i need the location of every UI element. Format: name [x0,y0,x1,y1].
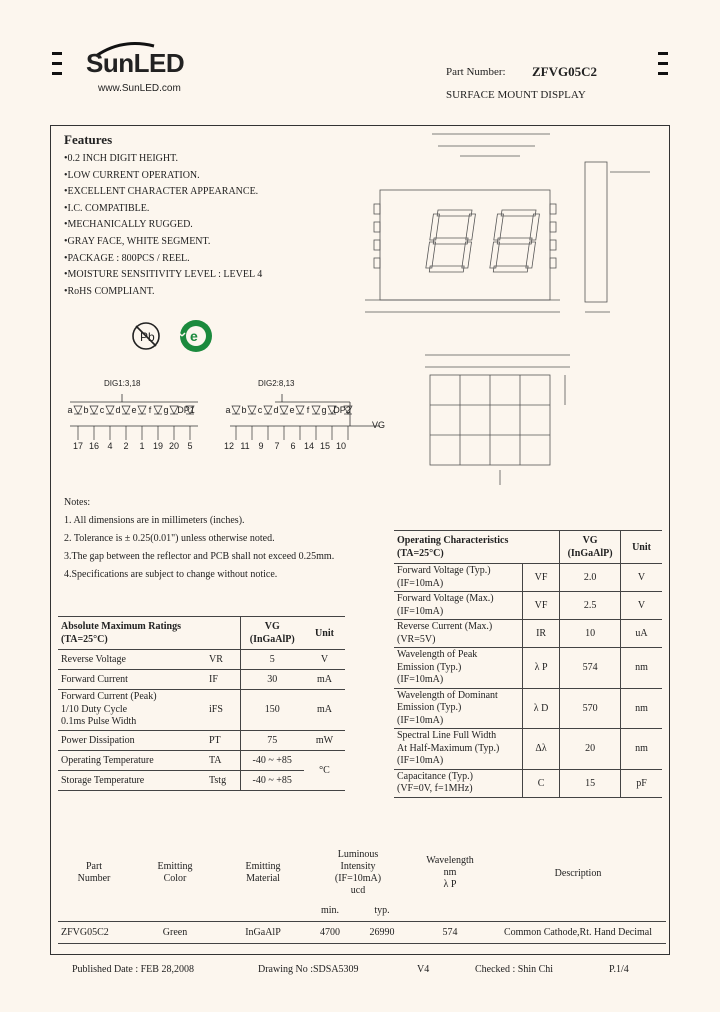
col-part-number: Part Number [77,860,111,884]
col-wavelength: Wavelength nm λ P [426,855,474,890]
features-list [64,151,262,300]
feature-item: •I.C. COMPATIBLE. [64,202,150,214]
feature-item: •MECHANICALLY RUGGED. [64,219,193,231]
page-subtitle: SURFACE MOUNT DISPLAY [446,89,586,101]
table-row: Storage Temperature Tstg -40 ~ +85 [58,770,345,790]
op-char-col-unit: Unit [621,531,662,564]
op-char-condition: (TA=25°C) [397,548,444,559]
table-row: Reverse Voltage VR 5 V [58,650,345,670]
op-char-col-material: (InGaAlP) [567,548,613,559]
website-link[interactable]: www.SunLED.com [98,83,181,94]
feature-item: •GRAY FACE, WHITE SEGMENT. [64,235,211,247]
pin-number: 6 [290,441,296,451]
pin-number: 1 [139,441,145,451]
svg-text:Pb: Pb [140,330,155,344]
pin-number: 5 [187,441,193,451]
abs-max-col-vg: VG [264,621,280,632]
svg-text:e: e [190,328,198,344]
package-side-drawing [420,345,580,499]
table-row: Reverse Current (Max.) (VR=5V) IR 10 uA [394,620,662,648]
col-typ: typ. [354,901,410,921]
pin-number: 20 [168,441,179,451]
segment-label: f [148,405,152,415]
right-mark-2 [658,62,668,65]
feature-item: •MOISTURE SENSITIVITY LEVEL : LEVEL 4 [64,269,263,281]
note-item: 1. All dimensions are in millimeters (inches). [64,515,245,526]
segment-label: c [257,405,263,415]
table-row: Forward Voltage (Max.) (IF=10mA) VF 2.5 V [394,592,662,620]
table-row: Forward Voltage (Typ.) (IF=10mA) VF 2.0 V [394,564,662,592]
note-item: 3.The gap between the reflector and PCB shall not exceed 0.25mm. [64,551,335,562]
note-item: 4.Specifications are subject to change without notice. [64,569,278,580]
vg-output-label: VG [372,420,386,430]
dig1-label: DIG1:3,18 [104,379,141,388]
col-luminous-intensity: Luminous Intensity (IF=10mA) ucd [334,849,382,896]
left-mark-2 [52,62,62,65]
pin-number: 9 [258,441,264,451]
segment-label: DP1 [177,405,195,415]
footer-version: V4 [417,964,430,975]
pin-number: 10 [335,441,346,451]
segment-label: g [163,405,169,415]
pin-number: 2 [123,441,129,451]
feature-item: •RoHS COMPLIANT. [64,285,155,297]
feature-item: •PACKAGE : 800PCS / REEL. [64,252,190,264]
table-row: Operating Temperature TA -40 ~ +85 °C [58,750,345,770]
abs-max-condition: (TA=25°C) [61,634,108,645]
absolute-max-ratings-table [58,616,345,791]
table-row: Capacitance (Typ.) (VF=0V, f=1MHz) C 15 pF [394,769,662,797]
segment-label: e [131,405,137,415]
pin-number: 4 [107,441,113,451]
segment-label: d [273,405,279,415]
pin-number: 11 [240,441,250,451]
footer-drawing-number: Drawing No :SDSA5309 [258,964,359,975]
pin-number: 19 [152,441,163,451]
pin-number: 7 [274,441,280,451]
part-selection-table [58,845,666,944]
col-description: Description [554,867,602,879]
pb-free-icon [130,320,162,356]
segment-label: a [225,405,231,415]
part-number: ZFVG05C2 [532,64,597,79]
segment-label: DP2 [333,405,351,415]
part-number-label: Part Number: [446,66,506,78]
segment-label: f [306,405,310,415]
table-row: Wavelength of Peak Emission (Typ.) (IF=10mA) λ P 574 nm [394,648,662,689]
notes-title: Notes: [64,497,91,508]
op-char-title: Operating Characteristics [397,535,509,546]
table-row: ZFVG05C2 Green InGaAlP 4700 26990 574 Common Cathode,Rt. Hand Decimal [58,921,666,943]
footer-published-date: Published Date : FEB 28,2008 [72,964,194,975]
pin-number: 15 [319,441,330,451]
features-title: Features [64,132,113,147]
segment-label: a [67,405,73,415]
abs-max-col-unit: Unit [304,617,345,650]
left-mark-3 [52,72,62,75]
table-row: Forward Current (Peak) 1/10 Duty Cycle 0.1ms Pulse Width iFS 150 mA [58,690,345,731]
right-mark-1 [658,52,668,55]
feature-item: •LOW CURRENT OPERATION. [64,169,200,181]
footer-checked-by: Checked : Shin Chi [475,964,554,975]
right-mark-3 [658,72,668,75]
temp-unit: °C [304,750,345,790]
footer-page-number: P.1/4 [609,964,629,975]
operating-characteristics-table [394,530,662,798]
feature-item: •0.2 INCH DIGIT HEIGHT. [64,153,178,164]
table-row: Wavelength of Dominant Emission (Typ.) (IF=10mA) λ D 570 nm [394,688,662,729]
table-row: Spectral Line Full Width At Half-Maximum (Typ.) (IF=10mA) Δλ 20 nm [394,729,662,770]
pin-number: 17 [72,441,83,451]
segment-label: b [83,405,89,415]
table-row: Forward Current IF 30 mA [58,670,345,690]
sunled-logo [82,34,192,82]
note-item: 2. Tolerance is ± 0.25(0.01") unless otherwise noted. [64,533,275,544]
op-char-col-vg: VG [582,535,598,546]
notes-block [64,494,334,584]
package-outline-drawing [360,122,660,336]
left-mark-1 [52,52,62,55]
col-min: min. [306,901,354,921]
segment-label: e [289,405,295,415]
pin-number: 16 [88,441,99,451]
logo-text: SunLED [86,48,185,78]
col-emitting-material: Emitting Material [245,860,281,884]
col-emitting-color: Emitting Color [157,860,193,884]
eco-recycle-icon [178,318,214,358]
pin-number: 12 [223,441,234,451]
dig2-label: DIG2:8,13 [258,379,295,388]
segment-label: g [321,405,327,415]
abs-max-title: Absolute Maximum Ratings [61,621,182,632]
segment-label: c [99,405,105,415]
segment-label: d [115,405,121,415]
segment-label: b [241,405,247,415]
table-row: Power Dissipation PT 75 mW [58,730,345,750]
abs-max-col-material: (InGaAlP) [249,634,295,645]
pin-number: 14 [303,441,314,451]
feature-item: •EXCELLENT CHARACTER APPEARANCE. [64,186,259,198]
